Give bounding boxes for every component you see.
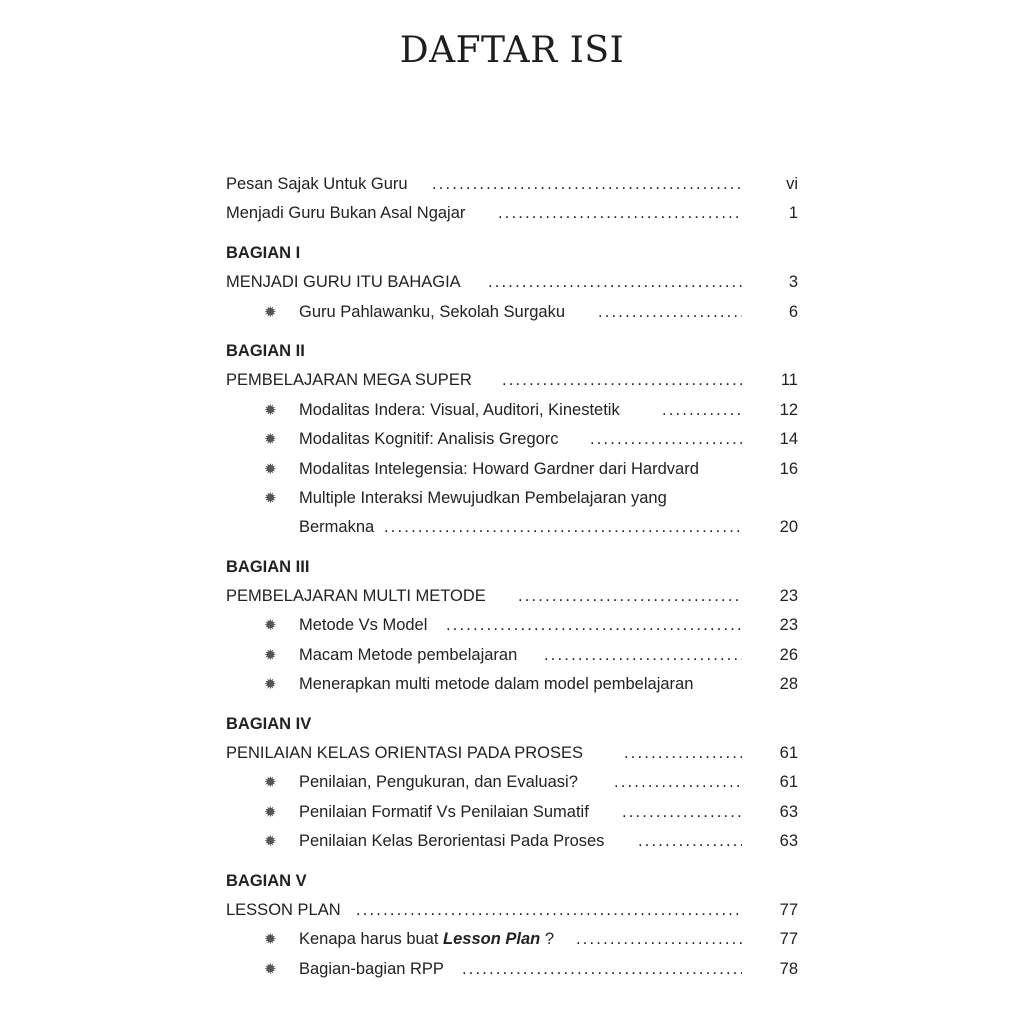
toc-entry-label: MENJADI GURU ITU BAHAGIA: [226, 273, 461, 292]
toc-entry-label: Modalitas Kognitif: Analisis Gregorc: [299, 430, 559, 449]
toc-entry: [226, 955, 798, 984]
page-number: 6: [788, 302, 798, 321]
dot-leader: [662, 396, 742, 425]
toc-entry: [226, 268, 798, 297]
toc-entry: [226, 827, 798, 856]
sparkle-icon: ✹: [264, 617, 277, 635]
sparkle-icon: ✹: [264, 774, 277, 792]
page-number: 28: [779, 675, 798, 694]
dot-leader: [614, 768, 742, 797]
page-number: vi: [786, 175, 798, 193]
sparkle-icon: ✹: [264, 833, 277, 851]
dot-leader: [622, 798, 742, 827]
toc-entry-label: PEMBELAJARAN MULTI METODE: [226, 587, 486, 606]
toc-entry: [226, 513, 798, 542]
toc-entry-label: PEMBELAJARAN MEGA SUPER: [226, 371, 472, 390]
dot-leader: [590, 425, 742, 454]
section-heading: [226, 710, 798, 739]
page-number: 61: [779, 744, 798, 763]
toc-entry-label: Pesan Sajak Untuk Guru: [226, 175, 408, 193]
dot-leader: [462, 955, 742, 984]
toc-entry-label: Modalitas Intelegensia: Howard Gardner dari Hardvard: [299, 459, 699, 478]
page-number: 23: [779, 587, 798, 606]
toc-entry: [226, 396, 798, 425]
page-number: 63: [779, 802, 798, 821]
toc-entry-label: BAGIAN II: [226, 341, 305, 360]
toc-entry-label: BAGIAN V: [226, 871, 307, 890]
toc-entry: [226, 641, 798, 670]
toc-entry-label: Penilaian Formatif Vs Penilaian Sumatif: [299, 802, 589, 821]
page-number: 78: [779, 959, 798, 978]
page-title: DAFTAR ISI: [399, 30, 625, 71]
toc-entry: [226, 199, 798, 228]
section-heading: [226, 867, 798, 896]
dot-leader: [432, 170, 742, 199]
page-number: 77: [779, 930, 798, 949]
toc-entry: [226, 298, 798, 327]
page-number: 20: [779, 518, 798, 537]
page-number: 77: [779, 900, 798, 919]
toc-entry-label: Kenapa harus buat Lesson Plan ?: [299, 930, 554, 949]
sparkle-icon: ✹: [264, 931, 277, 949]
page-number: 63: [779, 832, 798, 851]
page-number: 16: [779, 459, 798, 478]
toc-entry-label: PENILAIAN KELAS ORIENTASI PADA PROSES: [226, 744, 584, 763]
section-heading: [226, 337, 798, 366]
dot-leader: [576, 925, 742, 954]
toc-entry-label: Menjadi Guru Bukan Asal Ngajar: [226, 204, 466, 223]
dot-leader: [502, 366, 742, 395]
sparkle-icon: ✹: [264, 960, 277, 978]
toc-entry-label: Metode Vs Model: [299, 616, 428, 635]
sparkle-icon: ✹: [264, 803, 277, 821]
toc-entry-label: BAGIAN I: [226, 243, 301, 262]
toc-entry-label: LESSON PLAN: [226, 900, 341, 919]
dot-leader: [518, 582, 742, 611]
toc-entry: [226, 425, 798, 454]
page-number: 1: [788, 204, 798, 223]
toc-entry-label: BAGIAN IV: [226, 714, 312, 733]
sparkle-icon: ✹: [264, 489, 277, 507]
toc-entry: [226, 925, 798, 954]
toc-entry-label: Macam Metode pembelajaran: [299, 645, 518, 664]
toc-entry: [226, 455, 798, 484]
toc-entry: [226, 611, 798, 640]
toc-entry: [226, 739, 798, 768]
toc-entry-label: Modalitas Indera: Visual, Auditori, Kinestetik: [299, 400, 620, 419]
sparkle-icon: ✹: [264, 646, 277, 664]
dot-leader: [598, 298, 742, 327]
toc-entry-label: Guru Pahlawanku, Sekolah Surgaku: [299, 302, 565, 321]
page-number: 14: [779, 430, 798, 449]
sparkle-icon: ✹: [264, 431, 277, 449]
dot-leader: [638, 827, 742, 856]
toc-entry: [226, 582, 798, 611]
dot-leader: [384, 513, 742, 542]
sparkle-icon: ✹: [264, 460, 277, 478]
dot-leader: [624, 739, 742, 768]
dot-leader: [488, 268, 742, 297]
page-number: 3: [788, 273, 798, 292]
section-heading: [226, 553, 798, 582]
page-number: 12: [779, 400, 798, 419]
toc-entry: [226, 798, 798, 827]
toc-entry: [226, 366, 798, 395]
table-of-contents: [226, 170, 798, 984]
toc-entry-label: Bermakna: [299, 518, 375, 537]
toc-entry: [226, 484, 798, 513]
dot-leader: [544, 641, 742, 670]
dot-leader: [498, 199, 742, 228]
toc-entry-label: BAGIAN III: [226, 557, 310, 576]
page-number: 26: [779, 645, 798, 664]
toc-entry: [226, 768, 798, 797]
section-heading: [226, 239, 798, 268]
toc-entry-label: Multiple Interaksi Mewujudkan Pembelajaran yang: [299, 488, 667, 507]
page-number: 23: [779, 616, 798, 635]
sparkle-icon: ✹: [264, 303, 277, 321]
toc-entry-label: Penilaian Kelas Berorientasi Pada Proses: [299, 832, 605, 851]
dot-leader: [446, 611, 742, 640]
toc-entry: [226, 670, 798, 699]
toc-entry: [226, 896, 798, 925]
toc-entry-label: Menerapkan multi metode dalam model pembelajaran: [299, 675, 694, 694]
toc-entry-label: Bagian-bagian RPP: [299, 959, 444, 978]
dot-leader: [356, 896, 742, 925]
sparkle-icon: ✹: [264, 676, 277, 694]
toc-entry: [226, 170, 798, 199]
page-number: 61: [779, 773, 798, 792]
sparkle-icon: ✹: [264, 401, 277, 419]
page-number: 11: [780, 371, 798, 390]
toc-entry-label: Penilaian, Pengukuran, dan Evaluasi?: [299, 773, 578, 792]
